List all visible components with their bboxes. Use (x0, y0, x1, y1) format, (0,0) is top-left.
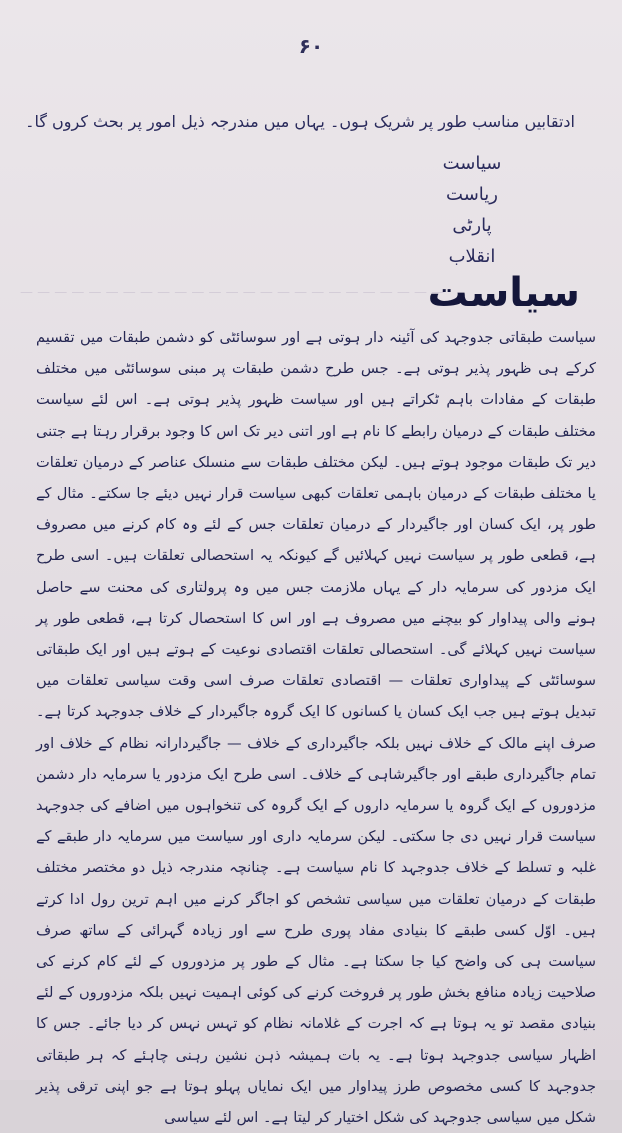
topic-item: سیاست (442, 153, 502, 174)
section-heading: سیاست (427, 270, 580, 316)
page-number: ۶۰ (298, 34, 324, 58)
topic-item: پارٹی (452, 215, 492, 236)
topic-item: ریاست (446, 184, 498, 205)
topics-list (372, 148, 572, 272)
body-text (36, 322, 596, 1133)
topic-item: انقلاب (448, 246, 496, 267)
intro-line: ادتقابیں مناسب طور پر شریک ہوں۔ یہاں میں مندرجہ ذیل امور پر بحث کروں گا۔ (25, 112, 575, 131)
paragraph: سیاست طبقاتی جدوجہد کی آئینہ دار ہوتی ہے اور سوسائٹی کو دشمن طبقات میں تقسیم کرکے ہی ظہور پذیر ہوتی ہے۔ جس طرح دشمن طبقات پر مبنی سوسائٹی میں مختلف طبقات کے مفادات باہم ٹکراتے ہیں اور سیاست ظہور پذیر ہوتی ہے۔ اس لئے سیاست مختلف طبقات کے درمیان رابطے کا نام ہے اور اتنی دیر تک اس کا وجود برقرار رہتا ہے جتنی دیر تک طبقات موجود ہوتے ہیں۔ لیکن مختلف طبقات سے منسلک عناصر کے درمیان تعلقات یا مختلف طبقات کے درمیان باہمی تعلقات کبھی سیاست قرار نہیں دیئے جا سکتے۔ مثال کے طور پر، ایک کسان اور جاگیردار کے درمیان تعلقات جس کے لئے وہ کام کرنے میں مصروف ہے، قطعی طور پر سیاست نہیں کہلائیں گے کیونکہ یہ استحصالی تعلقات ہیں۔ اسی طرح ایک مزدور کی سرمایہ دار کے یہاں ملازمت جس میں وہ پرولتاری کی محنت سے حاصل ہونے والی پیداوار کو بیچنے میں مصروف ہے اور اس کا استحصال کرتا ہے، قطعی طور پر سیاست نہیں کہلائے گی۔ استحصالی تعلقات اقتصادی نوعیت کے ہوتے ہیں اور ایک طبقاتی سوسائٹی کے پیداواری تعلقات — اقتصادی تعلقات صرف اسی وقت سیاسی تعلقات میں تبدیل ہوتے ہیں جب ایک کسان یا کسانوں کا ایک گروہ جاگیردار کے خلاف جدوجہد کرتا ہے۔ صرف اپنے مالک کے خلاف نہیں بلکہ جاگیرداری کے خلاف — جاگیردارانہ نظام کے خلاف اور تمام جاگیرداری طبقے اور جاگیرشاہی کے خلاف۔ اسی طرح ایک مزدور یا سرمایہ دار دشمن مزدوروں کے ایک گروہ یا سرمایہ داروں کے ایک گروہ کی تنخواہوں میں اضافے کی جدوجہد سیاست قرار نہیں دی جا سکتی۔ لیکن سرمایہ داری اور سیاست میں سرمایہ دار طبقے کے غلبہ و تسلط کے خلاف جدوجہد کا نام سیاست ہے۔ چنانچہ مندرجہ ذیل دو مختصر مختلف طبقات کے درمیان تعلقات میں سیاسی تشخص کو اجاگر کرنے میں اہم ترین رول ادا کرتے ہیں۔ اوّل کسی طبقے کا بنیادی مفاد پوری طرح سے اور زیادہ گہرائی کے ساتھ صرف سیاست ہی کی واضح کیا جا سکتا ہے۔ مثال کے طور پر مزدوروں کے لئے کام کرنے کی صلاحیت زیادہ منافع بخش طور پر فروخت کرنے کی کوئی اہمیت نہیں بلکہ مزدوروں کے لئے بنیادی مقصد تو یہ ہوتا ہے کہ اجرت کے غلامانہ نظام کو تہس نہس کر دیا جائے۔ جس کا اظہار سیاسی جدوجہد ہوتا ہے۔ یہ بات ہمیشہ ذہن نشین رہنی چاہئے کہ ہر طبقاتی جدوجہد کا کسی مخصوص طرز پیداوار میں ایک نمایاں پہلو ہوتا ہے جو اپنی ترقی پذیر شکل میں سیاسی جدوجہد کی شکل اختیار کر لیتا ہے۔ اس لئے سیاسی (36, 329, 596, 1127)
show-through-text: — — — — — — — — — — — — — — — — — — — — — — — — — (20, 285, 445, 300)
